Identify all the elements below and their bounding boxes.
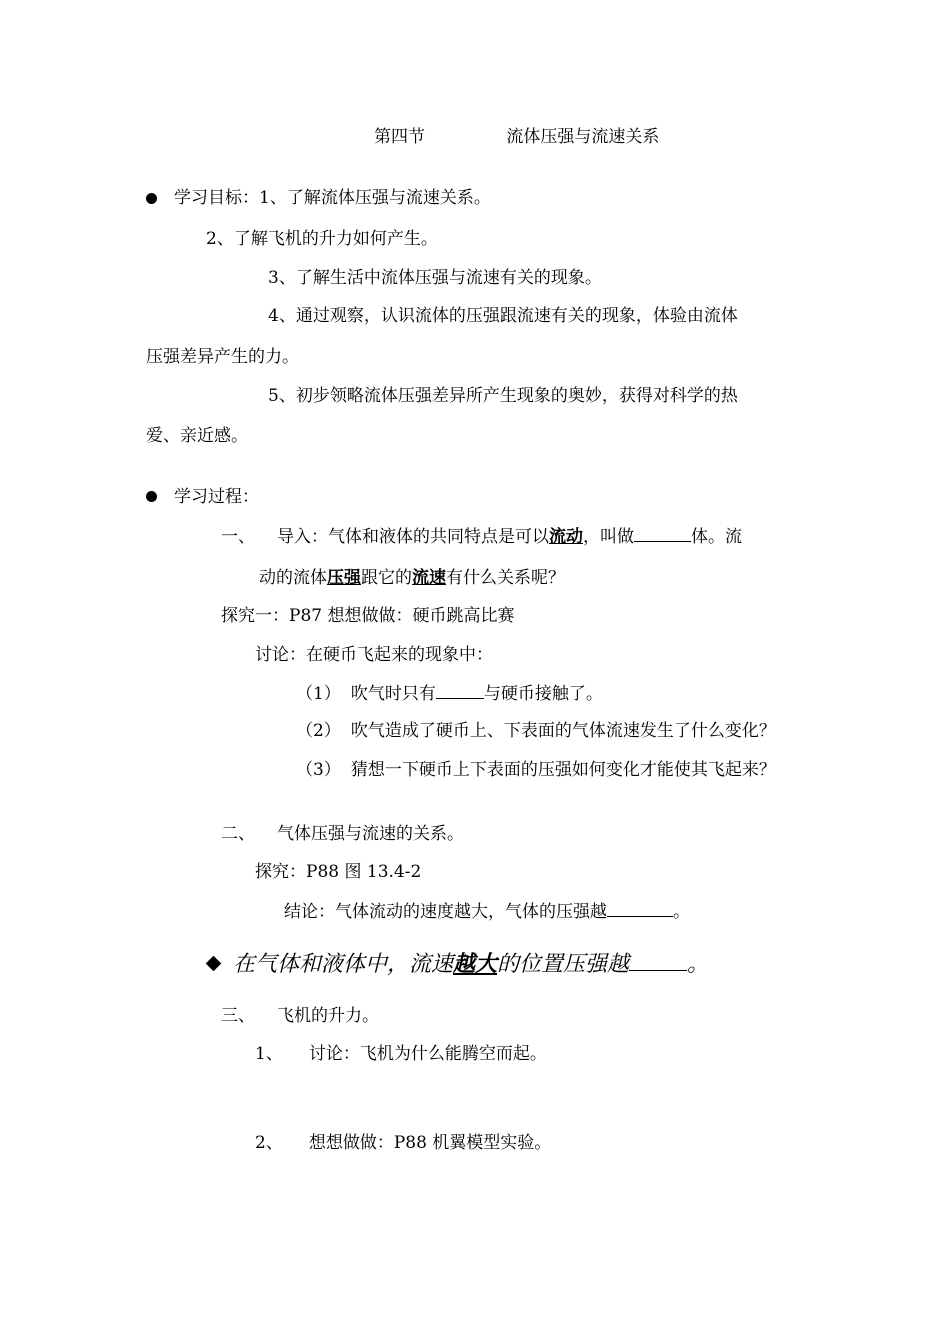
word-pressure: 压强 xyxy=(327,568,361,588)
part3-item-2 xyxy=(255,1131,551,1155)
conclusion-text-b: 。 xyxy=(673,902,690,922)
part3-text: 飞机的升力。 xyxy=(277,1006,379,1026)
key-text-a: 在气体和液体中，流速 xyxy=(233,952,454,977)
key-statement xyxy=(208,948,709,980)
part2-number: 二、 xyxy=(221,824,255,844)
process-bullet xyxy=(146,491,157,502)
part3-item-1 xyxy=(255,1042,547,1066)
part2-heading xyxy=(221,822,464,846)
fill-blank-fluid[interactable] xyxy=(634,524,691,542)
question-2-number: （2） xyxy=(296,721,341,741)
objectives-bullet xyxy=(146,193,157,204)
objective-5-line1: 5、初步领略流体压强差异所产生现象的奥妙，获得对科学的热 xyxy=(268,386,738,406)
question-1 xyxy=(296,681,603,706)
part3-item-1-number: 1、 xyxy=(255,1044,283,1064)
question-1-text-b: 与硬币接触了。 xyxy=(483,684,603,704)
objective-3: 3、了解生活中流体压强与流速有关的现象。 xyxy=(268,268,602,288)
part1-text-c: 体。流 xyxy=(691,527,742,547)
question-3 xyxy=(296,758,776,782)
objective-5-line2: 爱、亲近感。 xyxy=(146,426,248,446)
part3-item-1-text: 讨论：飞机为什么能腾空而起。 xyxy=(308,1044,547,1064)
part1-text-a: 导入：气体和液体的共同特点是可以 xyxy=(277,527,549,547)
key-text-c: 。 xyxy=(687,952,710,977)
word-speed: 流速 xyxy=(412,568,446,588)
part1-number: 一、 xyxy=(221,527,255,547)
objectives-label: 学习目标：1、了解流体压强与流速关系。 xyxy=(174,188,491,208)
question-1-number: （1） xyxy=(296,684,341,704)
fill-blank-key[interactable] xyxy=(629,948,687,971)
word-flow: 流动 xyxy=(549,527,583,547)
objective-2: 2、了解飞机的升力如何产生。 xyxy=(206,229,438,249)
question-2-text: 吹气造成了硬币上、下表面的气体流速发生了什么变化？ xyxy=(350,721,776,741)
objective-4-line2: 压强差异产生的力。 xyxy=(146,347,299,367)
part1-line2-c: 有什么关系呢？ xyxy=(446,568,565,588)
part3-item-2-text: 想想做做：P88 机翼模型实验。 xyxy=(308,1133,552,1153)
part3-item-2-number: 2、 xyxy=(255,1133,283,1153)
question-1-text-a: 吹气时只有 xyxy=(350,684,436,704)
part2-conclusion xyxy=(284,899,690,924)
part1-line2 xyxy=(259,566,565,590)
page-title xyxy=(374,125,659,149)
part2-explore: 探究：P88 图 13.4-2 xyxy=(255,862,422,882)
part1-line1 xyxy=(221,524,742,549)
discussion-prompt: 讨论：在硬币飞起来的现象中： xyxy=(255,645,493,665)
diamond-bullet-icon xyxy=(206,956,222,972)
fill-blank-conclusion[interactable] xyxy=(607,899,673,917)
part1-text-b: ，叫做 xyxy=(583,527,634,547)
question-3-number: （3） xyxy=(296,760,341,780)
question-3-text: 猜想一下硬币上下表面的压强如何变化才能使其飞起来？ xyxy=(350,760,776,780)
part1-line2-b: 跟它的 xyxy=(361,568,412,588)
fill-blank-air[interactable] xyxy=(436,681,484,699)
question-2 xyxy=(296,719,776,743)
part1-line2-a: 动的流体 xyxy=(259,568,327,588)
key-emphasis: 越大 xyxy=(453,952,498,977)
part3-number: 三、 xyxy=(221,1006,255,1026)
title-topic: 流体压强与流速关系 xyxy=(506,127,660,147)
title-section: 第四节 xyxy=(374,127,425,147)
conclusion-text-a: 结论：气体流动的速度越大，气体的压强越 xyxy=(284,902,607,922)
objective-4-line1: 4、通过观察，认识流体的压强跟流速有关的现象，体验由流体 xyxy=(268,306,738,326)
explore-one: 探究一：P87 想想做做：硬币跳高比赛 xyxy=(221,606,515,626)
part2-text: 气体压强与流速的关系。 xyxy=(277,824,464,844)
process-label: 学习过程： xyxy=(174,487,259,507)
part3-heading xyxy=(221,1004,379,1028)
key-text-b: 的位置压强越 xyxy=(497,952,630,977)
